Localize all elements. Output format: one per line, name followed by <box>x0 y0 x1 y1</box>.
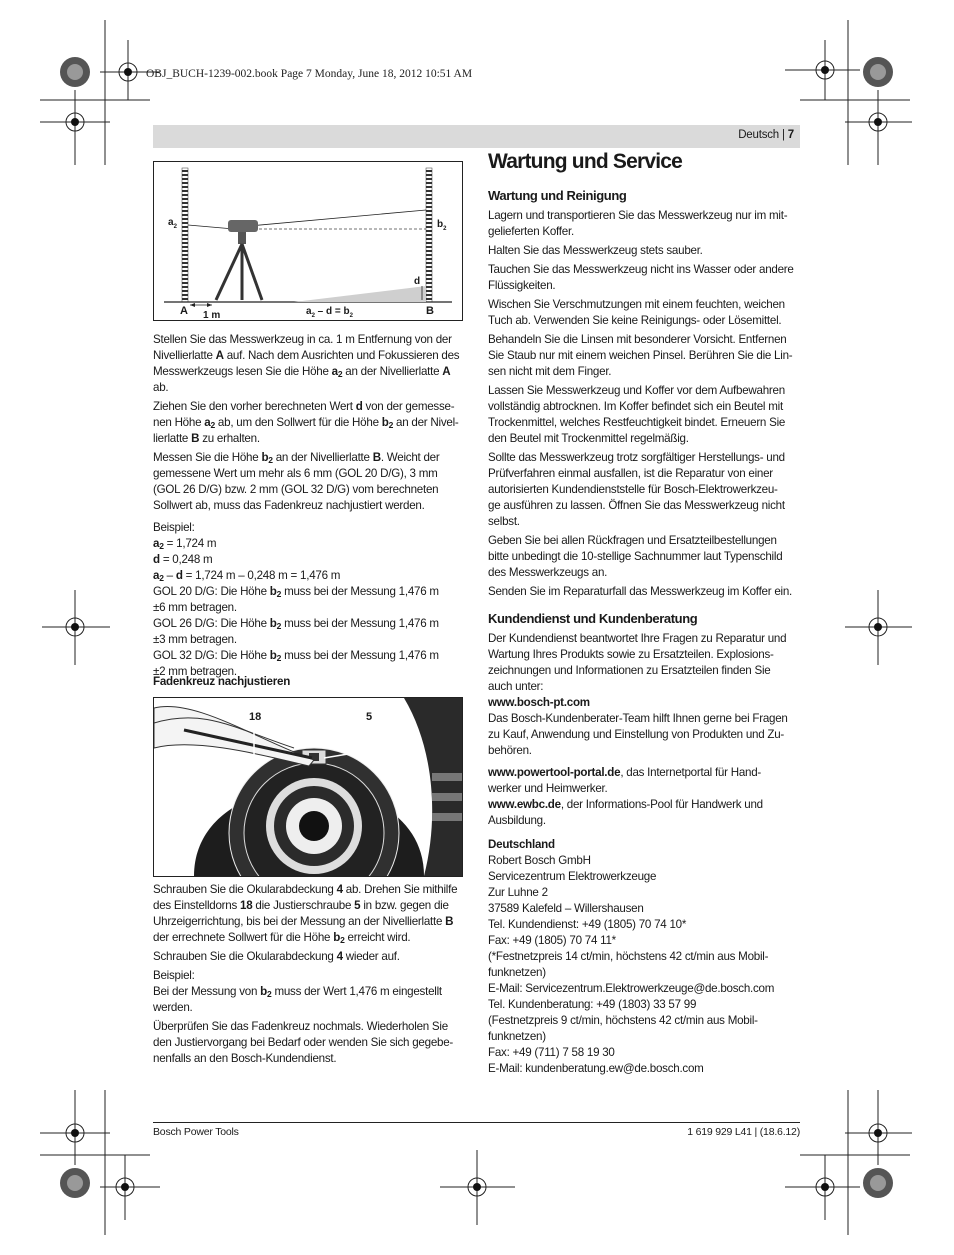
link-powertool-portal[interactable]: www.powertool-portal.de <box>488 766 621 779</box>
figure-crosshair-adjust <box>153 697 463 877</box>
right-column: Wartung und Reinigung Lagern und transportieren Sie das Messwerkzeug nur im mit- gelieferten Koffer. Halten Sie das Messwerkzeug stets sauber. Tauchen Sie das Messwerkzeug nicht ins Wasser oder andere Flüssigkeiten. Wischen Sie Verschmutzungen mit einem feuchten, weichen Tuch ab. Verwenden Sie keine Reinigungs- oder Lösemittel. Behandeln Sie die Linsen mit besonderer Vorsicht. Entfernen Sie Staub nur mit einem weichen Pinsel. Berühren Sie die Lin- sen nicht mit dem Finger. Lassen Sie Messwerkzeug und Koffer vor dem Aufbewahren vollständig abtrocknen. Im Koffer befindet sich ein Beutel mit Trockenmittel, welches Restfeuchtigkeit bindet. Erneuern Sie den Beutel mit Trockenmittel regelmäßig. Sollte das Messwerkzeug trotz sorgfältiger Herstellungs- und Prüfverfahren einmal ausfallen, ist die Reparatur von einer autorisierten Kundendienststelle für Bosch-Elektrowerkzeu- ge ausführen zu lassen. Öffnen Sie das Messwerkzeug nicht selbst. Geben Sie bei allen Rückfragen und Ersatzteilbestellungen bitte unbedingt die 10-stellige Sachnummer laut Typenschild des Messwerkzeugs an. Senden Sie im Reparaturfall das Messwerkzeug im Koffer ein. Kundendienst und Kundenberatung Der Kundendienst beantwortet Ihre Fragen zu Reparatur und Wartung Ihres Produkts sowie zu Ersatzteilen. Explosions- zeichnungen und Informationen zu Ersatzteilen finden Sie auch unter: www.bosch-pt.com Das Bosch-Kundenberater-Team hilft Ihnen gerne bei Fragen zu Kauf, Anwendung und Einstellung von Produkten und Zu- behören. www.powertool-portal.de, das Internetportal für Hand- werker und Heimwerker. www.ewbc.de, der Informations-Pool für Handwerk und Ausbildung. Deutschland Robert Bosch GmbH Servicezentrum Elektrowerkzeuge Zur Luhne 2 37589 Kalefeld – Willershausen Tel. Kundendienst: +49 (1805) 70 74 10* Fax: +49 (1805) 70 74 11* (*Festnetzpreis 14 ct/min, höchstens 42 ct/min aus Mobil- funknetzen) E-Mail: Servicezentrum.Elektrowerkzeuge@de.bosch.com Tel. Kundenberatung: +49 (1803) 33 57 99 (Festnetzpreis 9 ct/min, höchstens 42 ct/min aus Mobil- funknetzen) Fax: +49 (711) 7 58 19 30 E-Mail: kundenberatung.ew@de.bosch.com <box>488 188 800 1080</box>
paragraph-screw-back: Schrauben Sie die Okularabdeckung 4 wieder auf. <box>153 950 400 963</box>
page-number: 7 <box>787 129 794 141</box>
print-slug: OBJ_BUCH-1239-002.book Page 7 Monday, June 18, 2012 10:51 AM <box>146 68 473 80</box>
callout-18: 18 <box>249 711 262 723</box>
heading-wartung: Wartung und Reinigung <box>488 188 627 203</box>
paragraph-example-2: Beispiel: Bei der Messung von $b_2$ muss der Wert 1,476 m eingestellt werden. <box>153 969 442 1014</box>
paragraph-subtract: Ziehen Sie den vorher berechneten Wert d von der gemesse- nen Höhe $a_2$ ab, um den Sollwert für die Höhe $b_2$ an der Nivel- lierlatte B zu erhalten. <box>153 400 459 445</box>
running-header: Deutsch | 7 <box>153 125 800 148</box>
country-heading: Deutschland <box>488 838 555 851</box>
figure-leveling-rods: $a_2$ $b_2$ d A B 1 m $a_2 - d = b_2$ <box>153 161 463 321</box>
left-column-top <box>153 332 465 683</box>
page-title: Wartung und Service <box>488 150 683 173</box>
paragraph-recheck: Überprüfen Sie das Fadenkreuz nochmals. Wiederholen Sie den Justiervorgang bei Bedarf oder wenden Sie sich gegebe- nenfalls an den Bosch-Kundendienst. <box>153 1020 454 1065</box>
header-language: Deutsch <box>738 129 779 141</box>
crosshair-illustration <box>154 698 462 876</box>
paragraph-example: Beispiel: $a_2 = 1,724$ m d = 0,248 m $a_2 - d = 1,724$ m – 0,248 m = 1,476 m GOL 20 D/G: Die Höhe $b_2$ muss bei der Messung 1,476 m ±6 mm betragen. GOL 26 D/G: Die Höhe $b_2$ muss bei der Messung 1,476 m ±3 mm betragen. GOL 32 D/G: Die Höhe $b_2$ muss bei der Messung 1,476 m ±2 mm betragen. <box>153 521 439 678</box>
footer-brand: Bosch Power Tools <box>153 1126 239 1138</box>
footer-docnumber: 1 619 929 L41 | (18.6.12) <box>687 1126 800 1138</box>
footer-rule <box>153 1122 800 1123</box>
callout-5: 5 <box>366 711 373 723</box>
address-block: Robert Bosch GmbH Servicezentrum Elektrowerkzeuge Zur Luhne 2 37589 Kalefeld – Willershausen Tel. Kundendienst: +49 (1805) 70 74 10* Fax: +49 (1805) 70 74 11* (*Festnetzpreis 14 ct/min, höchstens 42 ct/min aus Mobil- funknetzen) E-Mail: Servicezentrum.Elektrowerkzeuge@de.bosch.com Tel. Kundenberatung: +49 (1803) 33 57 99 (Festnetzpreis 9 ct/min, höchstens 42 ct/min aus Mobil- funknetzen) Fax: +49 (711) 7 58 19 30 E-Mail: kundenberatung.ew@de.bosch.com <box>488 854 775 1075</box>
left-column-bottom <box>153 882 465 1070</box>
paragraph-measure: Messen Sie die Höhe $b_2$ an der Nivellierlatte B. Weicht der gemessene Wert um mehr als 6 mm (GOL 20 D/G), 3 mm (GOL 26 D/G) bzw. 2 mm (GOL 32 D/G) vom berechneten Sollwert ab, muss das Fadenkreuz nachjustiert werden. <box>153 451 440 512</box>
heading-kundendienst: Kundendienst und Kundenberatung <box>488 611 698 626</box>
leveling-diagram <box>154 162 462 320</box>
section-title-crosshair: Fadenkreuz nachjustieren <box>153 675 291 688</box>
link-bosch-pt[interactable]: www.bosch-pt.com <box>488 696 590 709</box>
link-ewbc[interactable]: www.ewbc.de <box>488 798 561 811</box>
paragraph-setup: Stellen Sie das Messwerkzeug in ca. 1 m Entfernung von der Nivellierlatte A auf. Nach dem Ausrichten und Fokussieren des Messwerkzeugs lesen Sie die Höhe $a_2$ an der Nivellierlatte A ab. <box>153 333 460 394</box>
paragraph-adjust: Schrauben Sie die Okularabdeckung 4 ab. Drehen Sie mithilfe des Einstelldorns 18 die Justierschraube 5 in bzw. gegen die Uhrzeigerrichtung, bis bei der Messung an der Nivellierlatte B der errechnete Sollwert für die Höhe $b_2$ erreicht wird. <box>153 883 458 945</box>
